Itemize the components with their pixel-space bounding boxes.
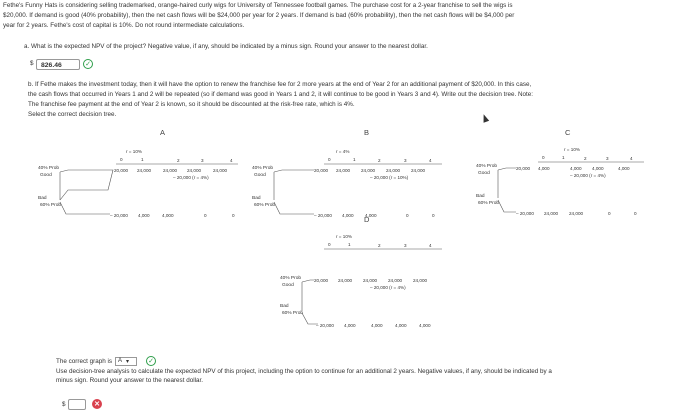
tree-d-bad-prob: 60% Prob: [282, 311, 304, 316]
tree-d-good-y0: 20,000: [314, 278, 329, 283]
tree-a[interactable]: [38, 149, 238, 218]
tree-b-bad-y1: 4,000: [342, 213, 354, 218]
tree-a-year-1: 1: [141, 157, 144, 162]
tree-c-good-branch: [498, 168, 516, 170]
tree-c-bad-y4: 0: [634, 211, 637, 216]
problem-line-1: Fethe's Funny Hats is considering selling trademarked, orange-haired curly wigs for University of Tennessee football games. The purchase cost for a 2-year franchise to sell the wigs is: [3, 2, 513, 9]
followup-question: [56, 367, 696, 385]
tree-a-good-prob: 40% Prob: [38, 166, 60, 171]
tree-b-year-3: 3: [404, 158, 407, 163]
tree-d-bad-y4: 4,000: [419, 323, 431, 328]
tree-c-bad-y3: 0: [608, 211, 611, 216]
followup-line-1: Use decision-tree analysis to calculate the expected NPV of this project, including the option to continue for an additional 2 years. Negative values, if any, should be indicated by a: [56, 368, 552, 375]
tree-a-bad-prob: 60% Prob: [40, 203, 62, 208]
tree-c-bad-label: Bad: [476, 194, 485, 199]
option-d-letter: D: [364, 215, 370, 224]
tree-d-rate: r = 10%: [336, 234, 352, 239]
tree-c-good-y0: 20,000: [516, 166, 531, 171]
tree-d-good-label: Good: [282, 283, 294, 288]
tree-d[interactable]: [280, 234, 442, 328]
part-b-line-1: b. If Fethe makes the investment today, then it will have the option to renew the franchise fee for 2 more years at the end of Year 2 for an additional payment of $20,000. In this case,: [28, 81, 532, 88]
tree-b-year-0: 0: [328, 157, 331, 162]
tree-d-year-0: 0: [328, 242, 331, 247]
tree-c-bad-y2: 24,000: [569, 211, 584, 216]
tree-a-good-y0: 20,000: [114, 168, 129, 173]
tree-b[interactable]: [252, 149, 442, 218]
tree-c-good-label: Good: [478, 171, 490, 176]
tree-d-good-branch: [302, 280, 314, 282]
tree-d-good-prob: 40% Prob: [280, 276, 302, 281]
tree-b-bad-y3: 0: [406, 213, 409, 218]
tree-c[interactable]: [476, 147, 644, 216]
select-chevron-icon[interactable]: ▾: [126, 358, 130, 365]
part-a-question: a. What is the expected NPV of the project? Negative value, if any, should be indicated by a minus sign. Round your answer to the nearest dollar.: [24, 43, 428, 50]
tree-b-good-y0: 20,000: [314, 168, 329, 173]
tree-b-bad-branch: [274, 202, 314, 214]
part-b-currency: $: [62, 401, 66, 408]
tree-a-bad-label: Bad: [38, 196, 47, 201]
tree-a-year-3: 3: [201, 158, 204, 163]
option-a-letter: A: [160, 128, 166, 137]
problem-line-2: $20,000. If demand is good (40% probability), then the net cash flows will be $24,000 per year for 2 years. If demand is bad (60% probability), then the net cash flows will be $4,000 per: [3, 12, 515, 19]
tree-a-good-y1: 24,000: [137, 168, 152, 173]
tree-a-bad-y1: 4,000: [138, 213, 150, 218]
correct-graph-check-icon: ✓: [146, 356, 156, 366]
tree-b-good-y2: 24,000: [361, 168, 376, 173]
tree-d-bad-y1: 4,000: [344, 323, 356, 328]
tree-a-year-4: 4: [230, 158, 233, 163]
tree-b-rate: r = 4%: [336, 149, 350, 154]
tree-d-bad-y0: – 20,000: [316, 323, 334, 328]
tree-b-bad-y0: – 20,000: [314, 213, 332, 218]
tree-c-bad-y1: 24,000: [544, 211, 559, 216]
part-a-correct-check-icon: ✓: [83, 59, 93, 69]
tree-b-bad-label: Bad: [252, 196, 261, 201]
tree-b-year-1: 1: [353, 157, 356, 162]
tree-a-good-label: Good: [40, 173, 52, 178]
tree-d-year-3: 3: [404, 243, 407, 248]
tree-b-good-label: Good: [254, 173, 266, 178]
part-b-instruction: Select the correct decision tree.: [28, 111, 117, 118]
tree-b-bad-y2: 4,000: [365, 213, 377, 218]
tree-c-bad-y0: – 20,000: [516, 211, 534, 216]
tree-a-good-y2: 24,000: [163, 168, 178, 173]
part-a-answer-input[interactable]: 826.46: [36, 59, 80, 70]
tree-d-year-4: 4: [429, 243, 432, 248]
correct-graph-select[interactable]: A: [115, 357, 137, 366]
correct-graph-label: The correct graph is: [56, 357, 112, 365]
tree-c-renewal: – 20,000 (r = 4%): [570, 173, 606, 178]
tree-c-good-y3: 4,000: [592, 166, 604, 171]
tree-c-rate: r = 10%: [564, 147, 580, 152]
followup-line-2: minus sign. Round your answer to the nearest dollar.: [56, 377, 204, 384]
tree-d-bad-label: Bad: [280, 304, 289, 309]
tree-b-year-4: 4: [429, 158, 432, 163]
tree-d-good-y1: 24,000: [338, 278, 353, 283]
tree-b-bad-prob: 60% Prob: [254, 203, 276, 208]
tree-d-bad-y3: 4,000: [395, 323, 407, 328]
tree-c-year-4: 4: [630, 156, 633, 161]
tree-c-year-1: 1: [562, 155, 565, 160]
tree-b-good-prob: 40% Prob: [252, 166, 274, 171]
tree-a-renewal: – 20,000 (r = 4%): [173, 175, 209, 180]
tree-d-year-2: 2: [378, 243, 381, 248]
tree-b-good-y3: 24,000: [386, 168, 401, 173]
part-b-answer-input[interactable]: [68, 399, 86, 410]
tree-a-bad-branch: [60, 202, 110, 214]
problem-line-3: year for 2 years. Fethe's cost of capital is 10%. Do not round intermediate calculations.: [3, 22, 245, 29]
tree-b-year-2: 2: [378, 158, 381, 163]
tree-c-good-y4: 4,000: [618, 166, 630, 171]
tree-d-renewal: – 20,000 (r = 4%): [370, 285, 406, 290]
tree-c-good-y2: 4,000: [570, 166, 582, 171]
part-b-line-2: the cash flows that occurred in Years 1 and 2 will be repeated (so if demand was good in Years 1 and 2, it will continue to be good in Years 3 and 4). Write out the decision tree. Note:: [28, 91, 533, 98]
tree-a-year-0: 0: [120, 157, 123, 162]
part-b-incorrect-x-icon: ✕: [92, 399, 102, 409]
tree-c-year-0: 0: [542, 155, 545, 160]
tree-a-bad-y4: 0: [232, 213, 235, 218]
tree-c-good-y1: 4,000: [538, 166, 550, 171]
tree-d-bad-y2: 4,000: [371, 323, 383, 328]
option-c-letter: C: [565, 128, 571, 137]
tree-c-bad-branch: [498, 200, 516, 212]
tree-a-bad-y3: 0: [204, 213, 207, 218]
tree-a-year-2: 2: [177, 158, 180, 163]
tree-b-renewal: – 20,000 (r = 10%): [370, 175, 409, 180]
tree-c-year-3: 3: [606, 156, 609, 161]
tree-c-good-prob: 40% Prob: [476, 164, 498, 169]
correct-graph-row: [56, 356, 154, 366]
tree-c-year-2: 2: [584, 156, 587, 161]
tree-a-good-y3: 24,000: [187, 168, 202, 173]
part-a-currency: $: [30, 60, 34, 67]
tree-d-good-y4: 24,000: [413, 278, 428, 283]
part-b-line-3: The franchise fee payment at the end of Year 2 is known, so it should be discounted at the risk-free rate, which is 4%.: [28, 101, 355, 108]
tree-a-bad-y0: – 20,000: [110, 213, 128, 218]
tree-a-bad-y2: 4,000: [162, 213, 174, 218]
tree-a-good-y4: 24,000: [213, 168, 228, 173]
tree-b-bad-y4: 0: [432, 213, 435, 218]
tree-a-rate: r = 10%: [126, 149, 142, 154]
option-b-letter: B: [364, 128, 370, 137]
tree-c-bad-prob: 60% Prob: [478, 201, 500, 206]
tree-d-good-y2: 24,000: [363, 278, 378, 283]
tree-d-good-y3: 24,000: [388, 278, 403, 283]
tree-a-branches: [60, 170, 113, 200]
tree-b-good-branch: [274, 170, 314, 172]
tree-b-good-y1: 24,000: [336, 168, 351, 173]
tree-b-good-y4: 24,000: [411, 168, 426, 173]
tree-d-year-1: 1: [348, 242, 351, 247]
